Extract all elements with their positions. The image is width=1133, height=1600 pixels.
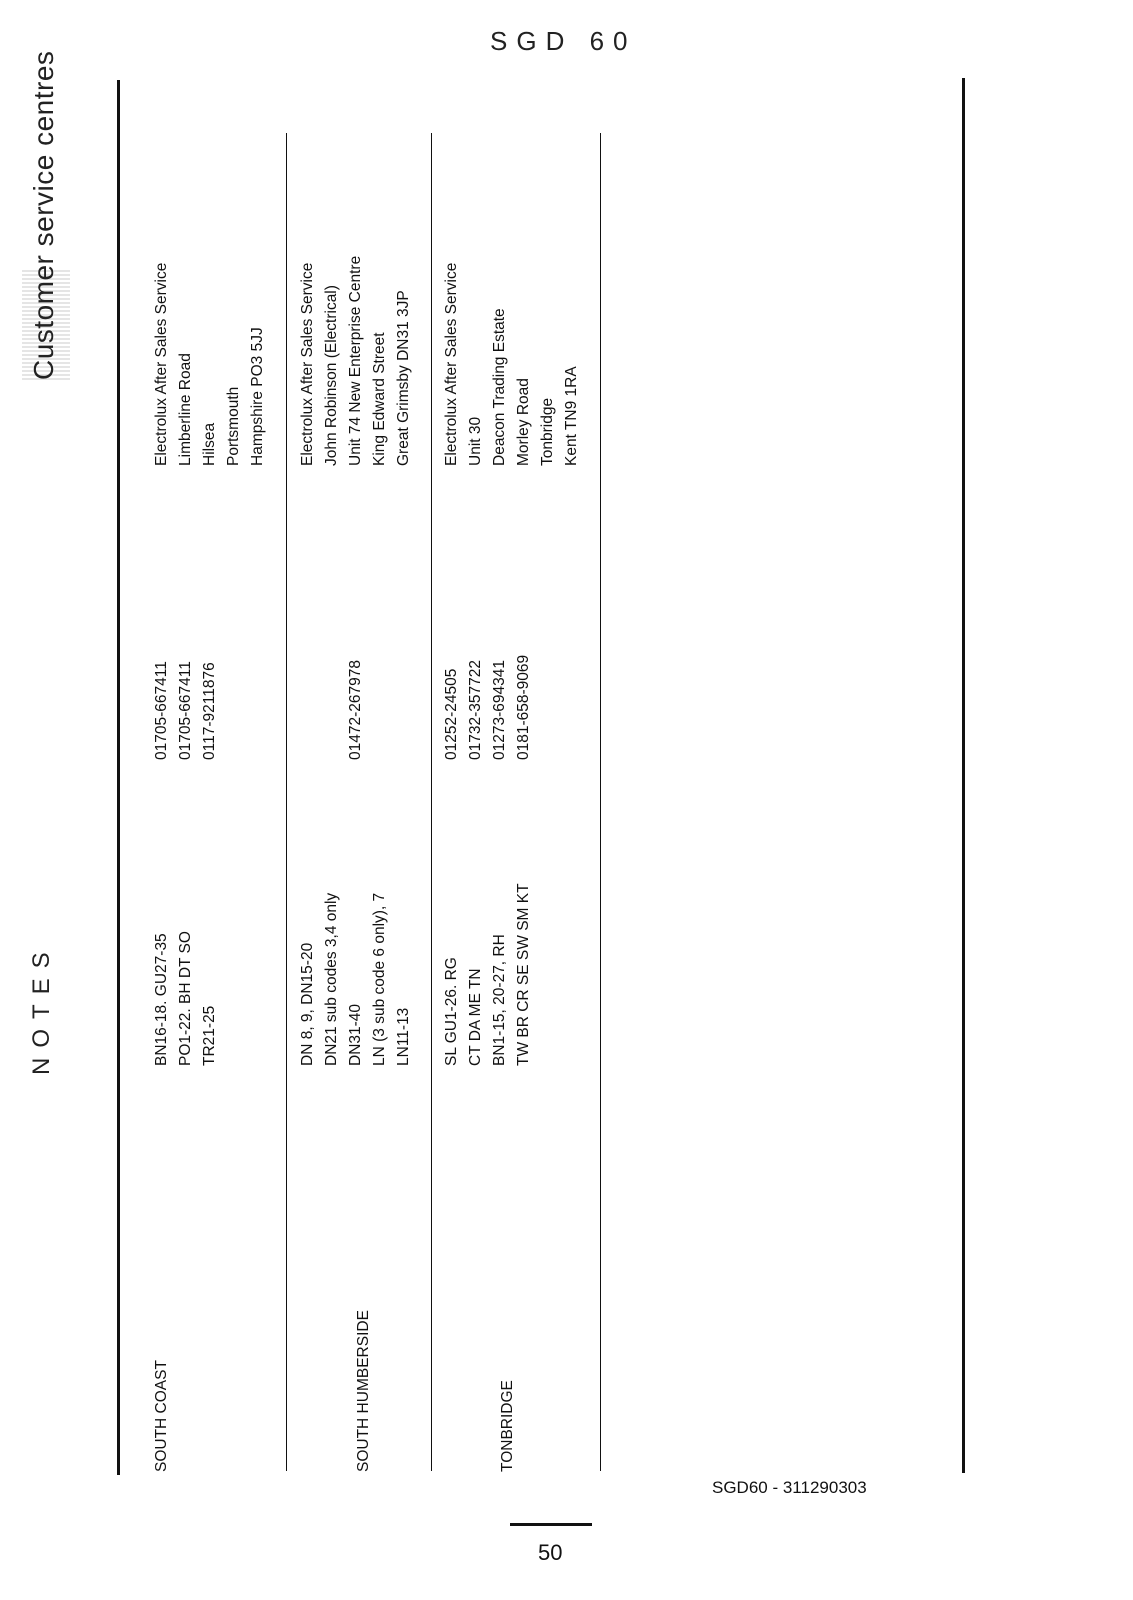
address-line: Great Grimsby DN31 3JP [395, 290, 412, 466]
page-number-rule [510, 1523, 592, 1526]
postcode-line: LN11-13 [395, 1007, 412, 1066]
postcode-line: BN1-15, 20-27, RH [491, 934, 508, 1066]
address-block [440, 263, 584, 466]
section-title: Customer service centres [28, 50, 59, 380]
phone-number [320, 660, 344, 760]
phone-number: 01252-24505 [443, 668, 460, 760]
postcode-line: BN16-18. GU27-35 [153, 933, 170, 1066]
region-name: SOUTH HUMBERSIDE [355, 1310, 372, 1472]
region-name: SOUTH COAST [153, 1360, 170, 1472]
row-separator [600, 133, 601, 1471]
model-code: SGD 60 [490, 26, 637, 56]
phone-number [392, 660, 416, 760]
region-name: TONBRIDGE [499, 1380, 516, 1472]
address-line: Electrolux After Sales Service [443, 262, 460, 466]
phone-number [368, 660, 392, 760]
postcode-line: LN (3 sub code 6 only), 7 [371, 892, 388, 1066]
address-line: Kent TN9 1RA [563, 366, 580, 466]
address-block [296, 256, 416, 466]
postcode-line: TW BR CR SE SW SM KT [515, 883, 532, 1066]
address-line: Morley Road [515, 378, 532, 466]
postcode-line: DN21 sub codes 3,4 only [323, 892, 340, 1066]
right-border-bar [962, 78, 965, 1473]
address-line: Hilsea [201, 422, 218, 466]
row-separator [286, 133, 287, 1471]
address-line: King Edward Street [371, 332, 388, 466]
phone-number: 01705-667411 [153, 661, 170, 760]
postcode-line: DN 8, 9, DN15-20 [299, 942, 316, 1066]
phone-list [440, 655, 536, 760]
phone-number: 01472-267978 [347, 660, 364, 760]
postcode-line: SL GU1-26. RG [443, 957, 460, 1066]
address-line: Electrolux After Sales Service [153, 262, 170, 466]
address-line: Hampshire PO3 5JJ [249, 327, 266, 466]
row-separator [431, 133, 432, 1471]
address-block [150, 263, 270, 466]
left-border-bar [117, 80, 120, 1475]
phone-number: 0181-658-9069 [515, 654, 532, 760]
page-number: 50 [538, 1540, 563, 1565]
address-line: Electrolux After Sales Service [299, 262, 316, 466]
address-line: Tonbridge [539, 397, 556, 466]
address-line: Deacon Trading Estate [491, 308, 508, 466]
postcode-line: DN31-40 [347, 1003, 364, 1066]
notes-title: NOTES [28, 942, 55, 1075]
postcode-line: PO1-22. BH DT SO [177, 931, 194, 1066]
address-line: John Robinson (Electrical) [323, 285, 340, 466]
postcode-list [440, 883, 536, 1066]
phone-number [296, 660, 320, 760]
phone-number: 01705-667411 [177, 661, 194, 760]
postcode-list [150, 931, 222, 1066]
address-line: Unit 74 New Enterprise Centre [347, 255, 364, 466]
phone-list [150, 661, 222, 760]
phone-number: 0117-9211876 [201, 662, 218, 760]
phone-number: 01273-694341 [491, 660, 508, 760]
postcode-line: CT DA ME TN [467, 968, 484, 1066]
document-reference: SGD60 - 311290303 [712, 1478, 867, 1497]
postcode-line: TR21-25 [201, 1005, 218, 1066]
address-line: Portsmouth [225, 386, 242, 466]
phone-number: 01732-357722 [467, 660, 484, 760]
phone-list [296, 660, 416, 760]
postcode-list [296, 893, 416, 1066]
address-line: Unit 30 [467, 416, 484, 466]
address-line: Limberline Road [177, 353, 194, 466]
